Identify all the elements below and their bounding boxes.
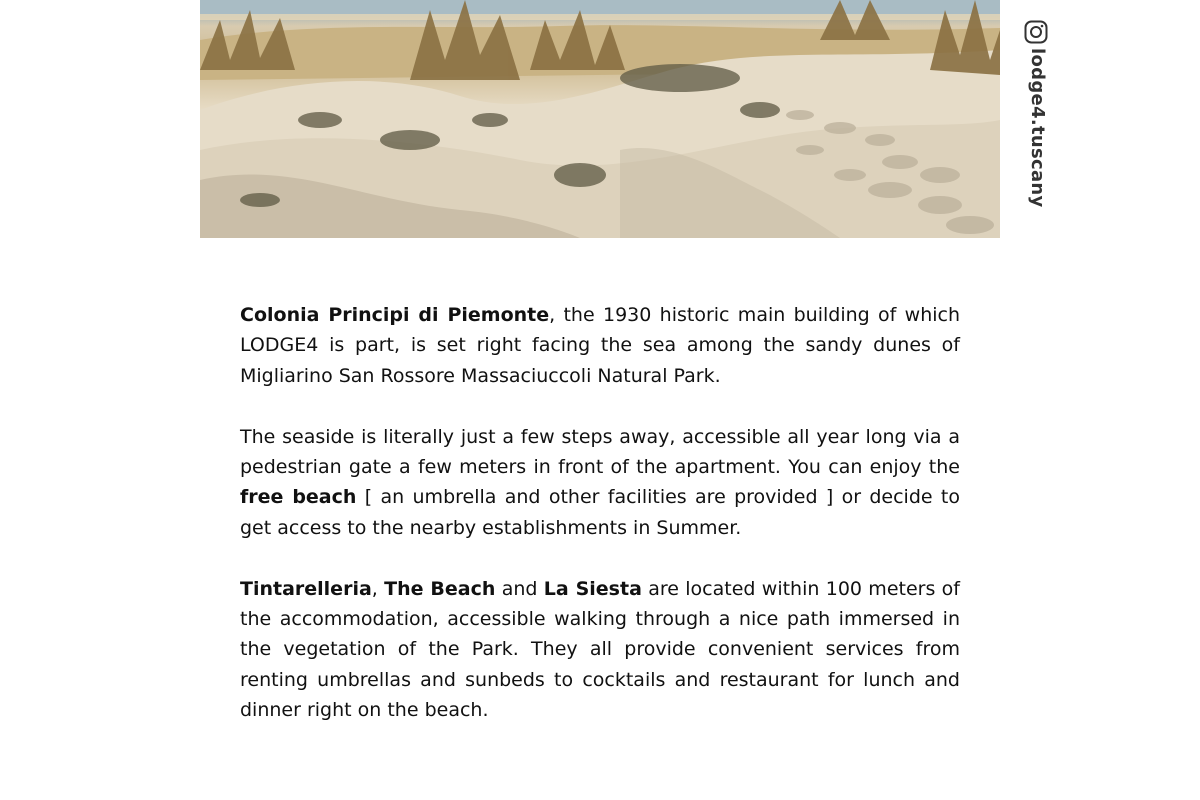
social-handle-text[interactable]: lodge4.tuscany	[1027, 48, 1048, 208]
instagram-handle[interactable]	[1022, 20, 1050, 210]
free-beach-label: free beach	[240, 486, 357, 509]
paragraph-text: , the 1930 historic main building of which LODGE4 is part, is set right facing the sea among the sandy dunes of Migliarino San Rossore Massaciuccoli Natural Park.	[240, 304, 961, 387]
establishment-the-beach: The Beach	[384, 577, 496, 600]
beach-dunes-photo	[200, 0, 1000, 238]
sea	[200, 0, 1000, 16]
instagram-icon[interactable]	[1024, 20, 1048, 44]
establishment-tintarelleria: Tintarelleria	[240, 577, 372, 600]
paragraph-text: The seaside is literally just a few steps away, accessible all year long via a pedestrian gate a few meters in front of the apartment. You can enjoy the	[240, 425, 960, 479]
paragraph-establishments	[240, 574, 960, 726]
paragraph-seaside	[240, 422, 960, 544]
dunes-illustration	[200, 0, 1000, 238]
paragraph-intro	[240, 300, 960, 391]
paragraph-text: and	[495, 577, 544, 600]
paragraph-text: ,	[371, 577, 385, 600]
building-name: Colonia Principi di Piemonte	[240, 304, 550, 326]
paragraph-text: are located within 100 meters of the accommodation, accessible walking through a nice path immersed in the vegetation of the Park. They all provide convenient services from renting umbrellas and sunbeds to cocktails and restaurant for lunch and dinner right on the beach.	[240, 577, 960, 722]
establishment-la-siesta: La Siesta	[543, 577, 642, 600]
description-text	[240, 300, 960, 756]
paragraph-text: [ an umbrella and other facilities are provided ] or decide to get access to the nearby establishments in Summer.	[240, 486, 960, 539]
